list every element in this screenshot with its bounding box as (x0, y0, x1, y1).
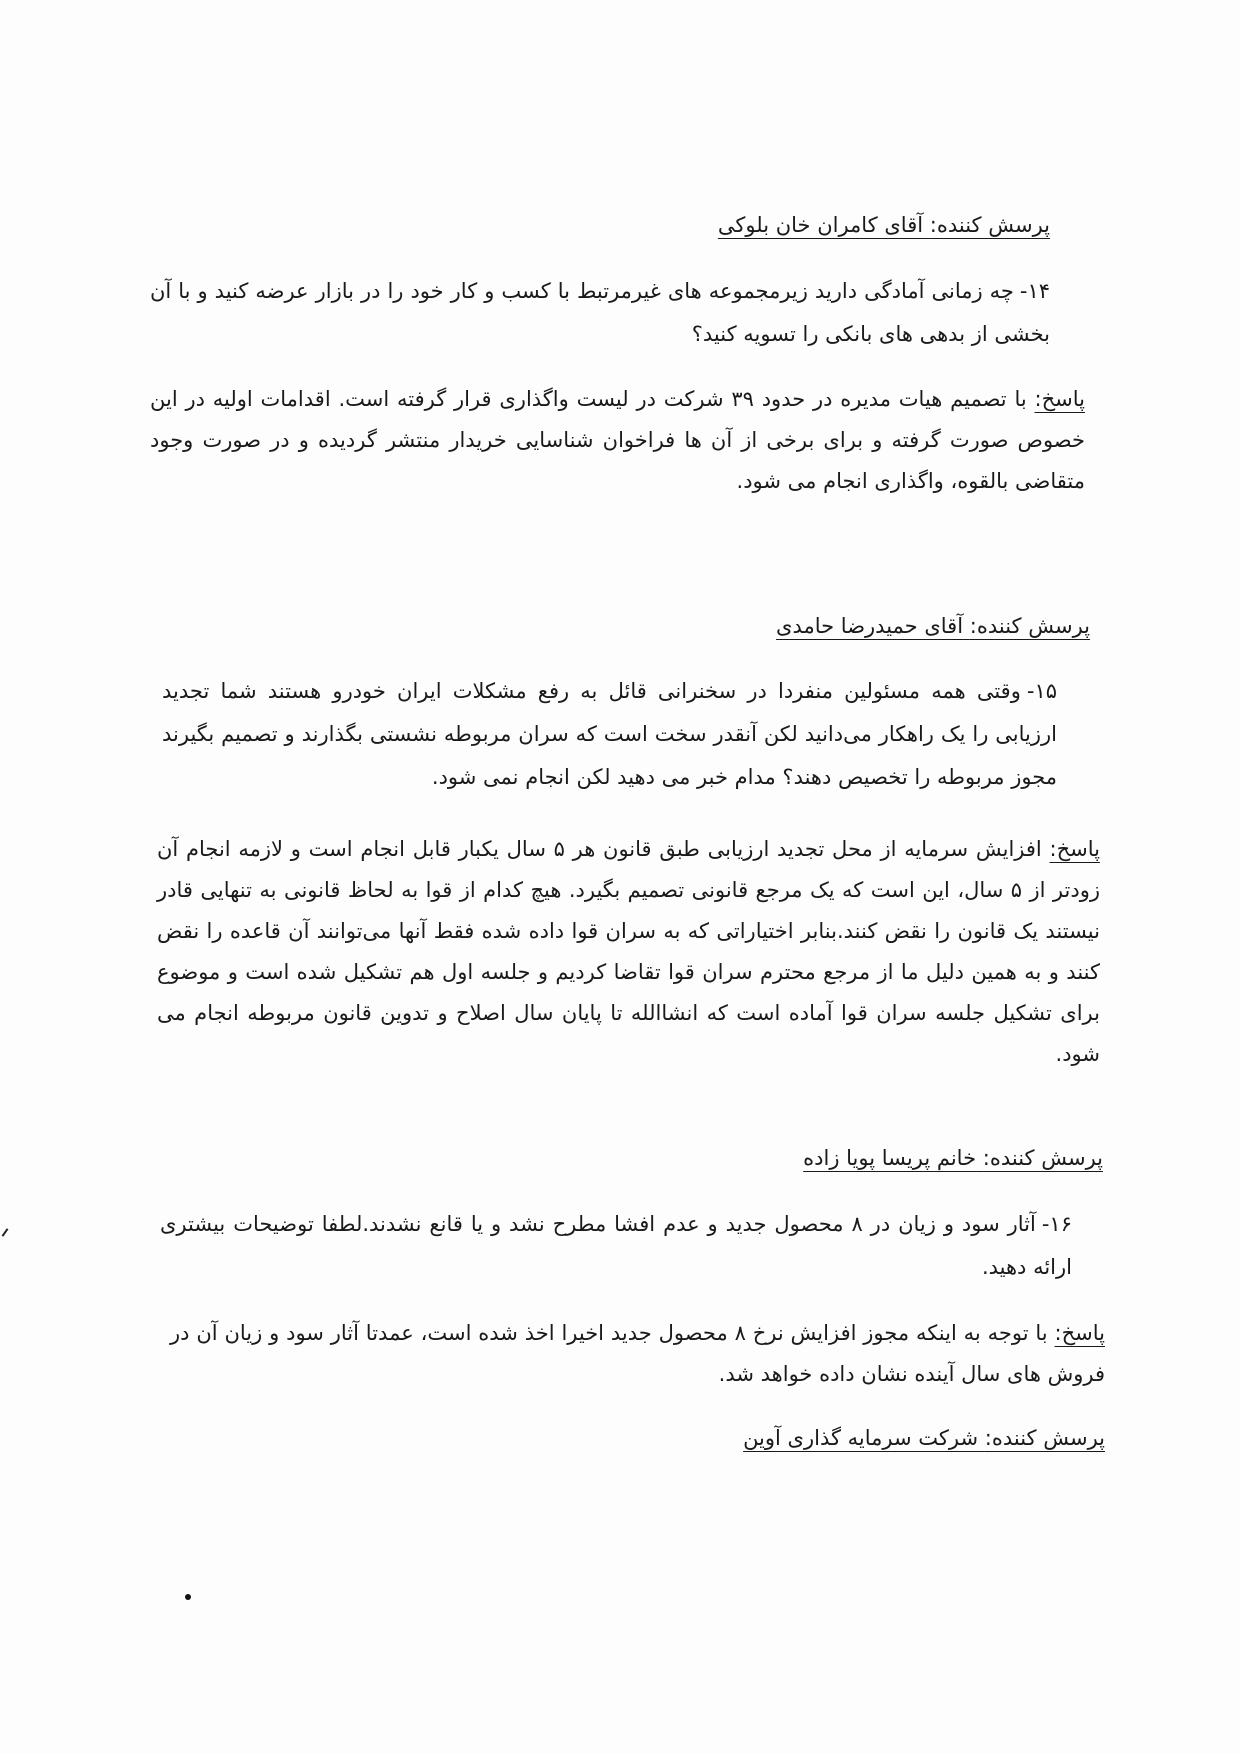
scan-mark (2, 1228, 9, 1237)
question-text: وقتی همه مسئولین منفردا در سخنرانی قائل به رفع مشکلات ایران خودرو هستند شما تجدید ارزیابی را یک راهکار می‌دانید لکن آنقدر سخت است که سران مربوطه نشستی بگذارند و تصمیم بگیرند مجوز مربوطه را تخصیص دهند؟ مدام خبر می دهید لکن انجام نمی شود. (162, 679, 1057, 789)
question-14 (150, 270, 1050, 356)
question-number: ۱۴- (1019, 279, 1050, 303)
answer-label: پاسخ: (1054, 1321, 1105, 1345)
asker-name: خانم پریسا پویا زاده (803, 1146, 977, 1170)
asker-name: آقای حمیدرضا حامدی (776, 614, 964, 638)
asker-line-2 (776, 614, 1090, 638)
asker-heading-2 (776, 611, 1090, 641)
asker-prefix: پرسش کننده: (929, 213, 1050, 237)
question-number: ۱۵- (1026, 679, 1057, 703)
asker-heading-4 (743, 1423, 1105, 1453)
question-16 (160, 1203, 1072, 1289)
asker-heading-1 (718, 210, 1050, 240)
answer-text: با توجه به اینکه مجوز افزایش نرخ ۸ محصول جدید اخیرا اخذ شده است، عمدتا آثار سود و زیان آن در فروش های سال آینده نشان داده خواهد شد. (170, 1321, 1105, 1386)
answer-16 (170, 1313, 1105, 1395)
asker-heading-3 (803, 1143, 1103, 1173)
answer-label: پاسخ: (1049, 837, 1100, 861)
question-number: ۱۶- (1041, 1212, 1072, 1236)
answer-label: پاسخ: (1034, 387, 1085, 411)
asker-name: شرکت سرمایه گذاری آوین (743, 1426, 979, 1450)
scan-dot (185, 1594, 191, 1600)
asker-prefix: پرسش کننده: (982, 1146, 1103, 1170)
asker-prefix: پرسش کننده: (969, 614, 1090, 638)
answer-14 (150, 379, 1085, 502)
asker-name: آقای کامران خان بلوکی (717, 213, 924, 237)
question-15 (162, 670, 1057, 799)
asker-line-1 (718, 213, 1050, 237)
asker-prefix: پرسش کننده: (984, 1426, 1105, 1450)
answer-text: با تصمیم هیات مدیره در حدود ۳۹ شرکت در لیست واگذاری قرار گرفته است. اقدامات اولیه در این خصوص صورت گرفته و برای برخی از آن ها فراخوان شناسایی خریدار منتشر گردیده و در صورت وجود متقاضی بالقوه، واگذاری انجام می شود. (150, 387, 1085, 493)
question-text: چه زمانی آمادگی دارید زیرمجموعه های غیرمرتبط با کسب و کار خود را در بازار عرضه کنید و با آن بخشی از بدهی های بانکی را تسویه کنید؟ (150, 279, 1050, 346)
asker-line-4 (743, 1426, 1105, 1450)
question-text: آثار سود و زیان در ۸ محصول جدید و عدم افشا مطرح نشد و یا قانع نشدند.لطفا توضیحات بیشتری ارائه دهید. (160, 1212, 1072, 1279)
answer-15 (157, 829, 1100, 1075)
answer-text: افزایش سرمایه از محل تجدید ارزیابی طبق قانون هر ۵ سال یکبار قابل انجام است و لازمه انجام آن زودتر از ۵ سال، این است که یک مرجع قانونی تصمیم بگیرد. هیچ کدام از قوا به لحاظ قانونی به تنهایی قادر نیستند یک قانون را نقض کنند.بنابر اختیاراتی که به سران قوا داده شده فقط آنها می‌توانند آن قاعده را نقض کنند و به همین دلیل ما از مرجع محترم سران قوا تقاضا کردیم و جلسه اول هم تشکیل شده است و موضوع برای تشکیل جلسه سران قوا آماده است که انشاالله تا پایان سال اصلاح و تدوین قانون مربوطه انجام می شود. (157, 837, 1100, 1066)
asker-line-3 (803, 1146, 1103, 1170)
